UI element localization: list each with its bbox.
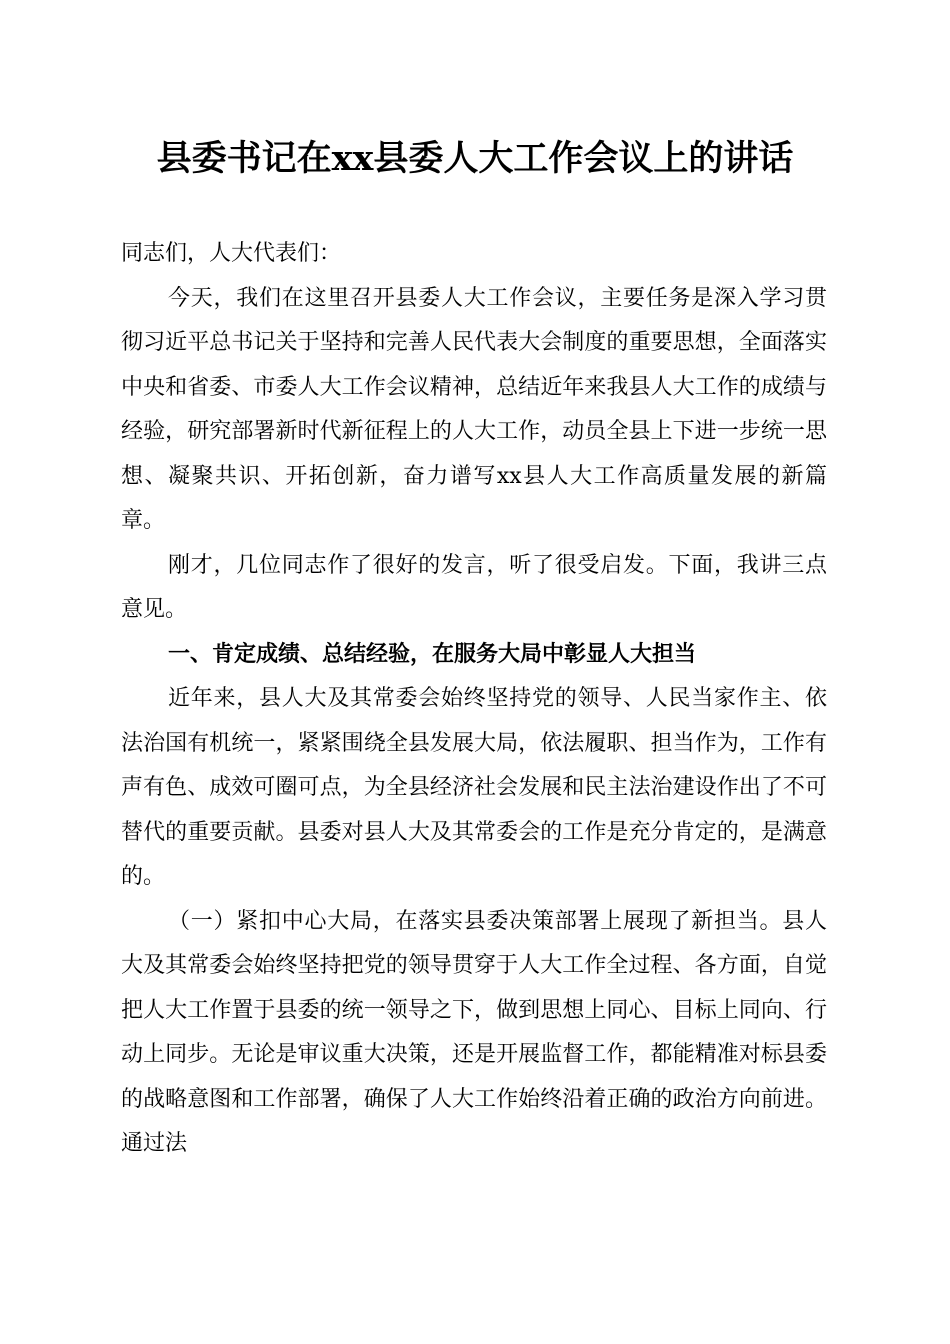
section-heading: 一、肯定成绩、总结经验，在服务大局中彰显人大担当: [168, 641, 697, 667]
document-body: [121, 232, 827, 1167]
paragraph-transition: 刚才，几位同志作了很好的发言，听了很受启发。下面，我讲三点意见。: [121, 552, 827, 622]
document-title: 县委书记在xx县委人大工作会议上的讲话: [156, 138, 794, 179]
salutation: 同志们，人大代表们：: [121, 241, 342, 266]
paragraph-section-overview: 近年来，县人大及其常委会始终坚持党的领导、人民当家作主、依法治国有机统一，紧紧围绕全县发展大局，依法履职、担当作为，工作有声有色、成效可圈可点，为全县经济社会发展和民主法治建设作出了不可替代的重要贡献。县委对县人大及其常委会的工作是充分肯定的，是满意的。: [121, 686, 827, 889]
paragraph-subsection-one: （一）紧扣中心大局，在落实县委决策部署上展现了新担当。县人大及其常委会始终坚持把党的领导贯穿于人大工作全过程、各方面，自觉把人大工作置于县委的统一领导之下，做到思想上同心、目标上同向、行动上同步。无论是审议重大决策，还是开展监督工作，都能精准对标县委的战略意图和工作部署，确保了人大工作始终沿着正确的政治方向前进。通过法: [121, 908, 827, 1156]
paragraph-intro: 今天，我们在这里召开县委人大工作会议，主要任务是深入学习贯彻习近平总书记关于坚持和完善人民代表大会制度的重要思想，全面落实中央和省委、市委人大工作会议精神，总结近年来我县人大工作的成绩与经验，研究部署新时代新征程上的人大工作，动员全县上下进一步统一思想、凝聚共识、开拓创新，奋力谱写xx县人大工作高质量发展的新篇章。: [121, 285, 827, 533]
